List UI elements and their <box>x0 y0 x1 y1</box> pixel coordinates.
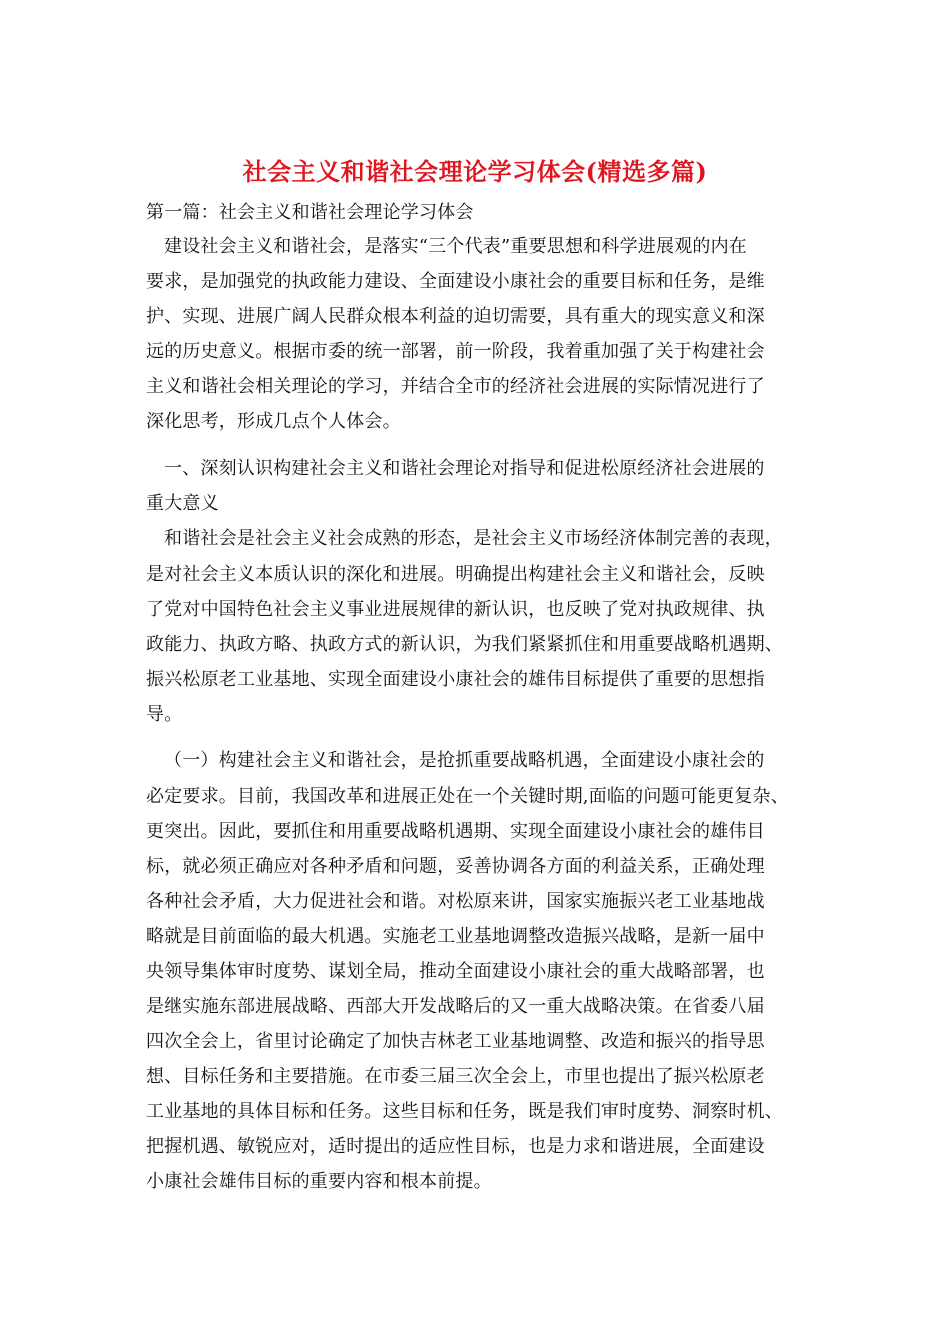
paragraph-line: 了党对中国特色社会主义事业进展规律的新认识，也反映了党对执政规律、执 <box>146 599 765 620</box>
paragraph-line: 工业基地的具体目标和任务。这些目标和任务，既是我们审时度势、洞察时机、 <box>146 1101 783 1122</box>
section-heading: 第一篇：社会主义和谐社会理论学习体会 <box>146 202 474 223</box>
paragraph-line: 主义和谐社会相关理论的学习，并结合全市的经济社会进展的实际情况进行了 <box>146 376 765 397</box>
paragraph-line: 略就是目前面临的最大机遇。实施老工业基地调整改造振兴战略，是新一届中 <box>146 926 765 947</box>
paragraph-line: 深化思考，形成几点个人体会。 <box>146 411 401 432</box>
paragraph-line: 是继实施东部进展战略、西部大开发战略后的又一重大战略决策。在省委八届 <box>146 996 765 1017</box>
paragraph-line: 护、实现、进展广阔人民群众根本利益的迫切需要，具有重大的现实意义和深 <box>146 306 765 327</box>
paragraph-line: 远的历史意义。根据市委的统一部署，前一阶段，我着重加强了关于构建社会 <box>146 341 765 362</box>
paragraph-line: 标，就必须正确应对各种矛盾和问题，妥善协调各方面的利益关系，正确处理 <box>146 856 765 877</box>
paragraph-line: （一）构建社会主义和谐社会，是抢抓重要战略机遇，全面建设小康社会的 <box>164 750 765 771</box>
paragraph-line: 是对社会主义本质认识的深化和进展。明确提出构建社会主义和谐社会，反映 <box>146 564 765 585</box>
paragraph-line: 政能力、执政方略、执政方式的新认识，为我们紧紧抓住和用重要战略机遇期、 <box>146 634 783 655</box>
paragraph-line: 导。 <box>146 704 183 725</box>
paragraph-line: 小康社会雄伟目标的重要内容和根本前提。 <box>146 1171 492 1192</box>
paragraph-line: 必定要求。目前，我国改革和进展正处在一个关键时期,面临的问题可能更复杂、 <box>146 786 789 807</box>
subheading-line: 重大意义 <box>146 493 219 514</box>
document-title: 社会主义和谐社会理论学习体会(精选多篇) <box>242 157 708 186</box>
paragraph-line: 想、目标任务和主要措施。在市委三届三次全会上，市里也提出了振兴松原老 <box>146 1066 765 1087</box>
paragraph-line: 和谐社会是社会主义社会成熟的形态，是社会主义市场经济体制完善的表现， <box>164 528 783 549</box>
paragraph-line: 四次全会上，省里讨论确定了加快吉林老工业基地调整、改造和振兴的指导思 <box>146 1031 765 1052</box>
paragraph-line: 央领导集体审时度势、谋划全局，推动全面建设小康社会的重大战略部署，也 <box>146 961 765 982</box>
paragraph-line: 建设社会主义和谐社会，是落实“三个代表”重要思想和科学进展观的内在 <box>164 236 748 257</box>
paragraph-line: 振兴松原老工业基地、实现全面建设小康社会的雄伟目标提供了重要的思想指 <box>146 669 765 690</box>
paragraph-line: 把握机遇、敏锐应对，适时提出的适应性目标，也是力求和谐进展，全面建设 <box>146 1136 765 1157</box>
paragraph-line: 各种社会矛盾，大力促进社会和谐。对松原来讲，国家实施振兴老工业基地战 <box>146 891 765 912</box>
subheading-line: 一、深刻认识构建社会主义和谐社会理论对指导和促进松原经济社会进展的 <box>164 458 765 479</box>
paragraph-line: 要求，是加强党的执政能力建设、全面建设小康社会的重要目标和任务，是维 <box>146 271 765 292</box>
paragraph-line: 更突出。因此，要抓住和用重要战略机遇期、实现全面建设小康社会的雄伟目 <box>146 821 765 842</box>
